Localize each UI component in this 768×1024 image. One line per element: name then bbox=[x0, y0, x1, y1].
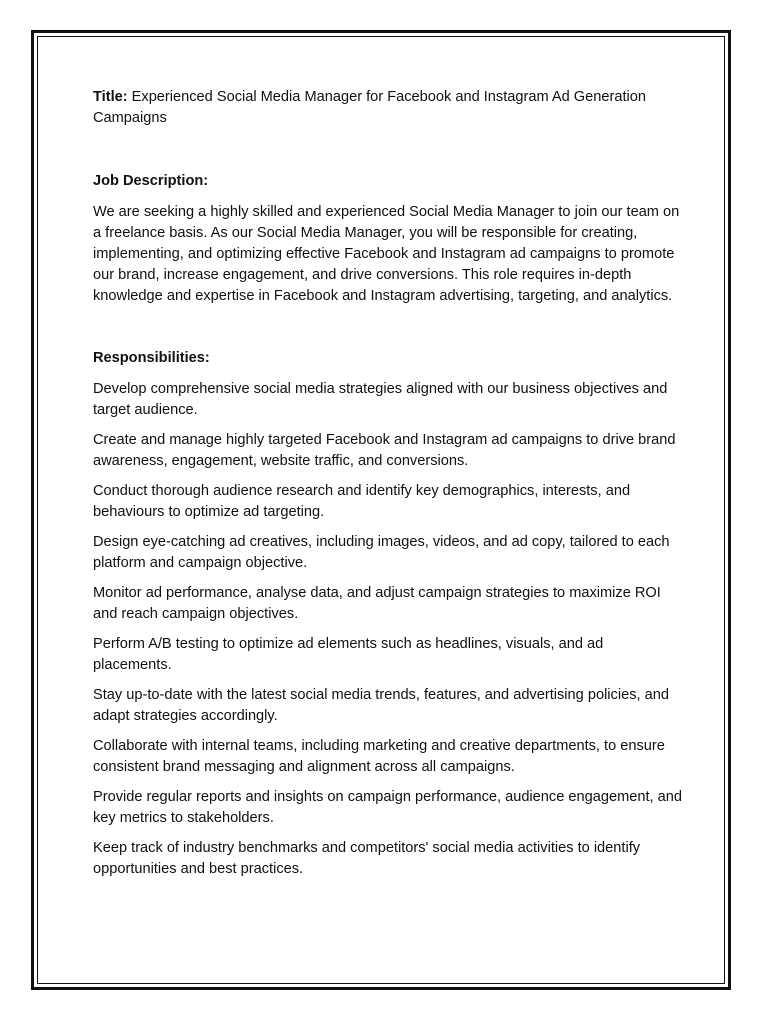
title-label: Title: bbox=[93, 89, 128, 105]
responsibility-item: Stay up-to-date with the latest social media trends, features, and advertising policies, and adapt strategies accordingly. bbox=[93, 687, 669, 724]
responsibilities-list bbox=[93, 379, 683, 880]
job-description-heading: Job Description: bbox=[93, 173, 209, 189]
title-text: Experienced Social Media Manager for Facebook and Instagram Ad Generation Campaigns bbox=[93, 89, 646, 126]
responsibility-item: Perform A/B testing to optimize ad elements such as headlines, visuals, and ad placements. bbox=[93, 636, 604, 673]
job-title bbox=[93, 87, 683, 129]
responsibility-item: Develop comprehensive social media strategies aligned with our business objectives and target audience. bbox=[93, 381, 668, 418]
responsibility-item: Create and manage highly targeted Facebook and Instagram ad campaigns to drive brand awareness, engagement, website traffic, and conversions. bbox=[93, 432, 676, 469]
job-description-text: We are seeking a highly skilled and experienced Social Media Manager to join our team on a freelance basis. As our Social Media Manager, you will be responsible for creating, implementing, and optimizing effective Facebook and Instagram ad campaigns to promote our brand, increase engagement, and drive conversions. This role requires in-depth knowledge and expertise in Facebook and Instagram advertising, targeting, and analytics. bbox=[93, 204, 680, 304]
responsibility-item: Monitor ad performance, analyse data, and adjust campaign strategies to maximize ROI and reach campaign objectives. bbox=[93, 585, 661, 622]
responsibility-item: Collaborate with internal teams, including marketing and creative departments, to ensure consistent brand messaging and alignment across all campaigns. bbox=[93, 738, 665, 775]
responsibility-item: Design eye-catching ad creatives, including images, videos, and ad copy, tailored to each platform and campaign objective. bbox=[93, 534, 670, 571]
responsibilities-heading: Responsibilities: bbox=[93, 350, 210, 366]
document-content bbox=[93, 87, 683, 889]
responsibility-item: Keep track of industry benchmarks and competitors' social media activities to identify opportunities and best practices. bbox=[93, 840, 641, 877]
responsibility-item: Conduct thorough audience research and identify key demographics, interests, and behaviours to optimize ad targeting. bbox=[93, 483, 631, 520]
responsibility-item: Provide regular reports and insights on campaign performance, audience engagement, and key metrics to stakeholders. bbox=[93, 789, 682, 826]
